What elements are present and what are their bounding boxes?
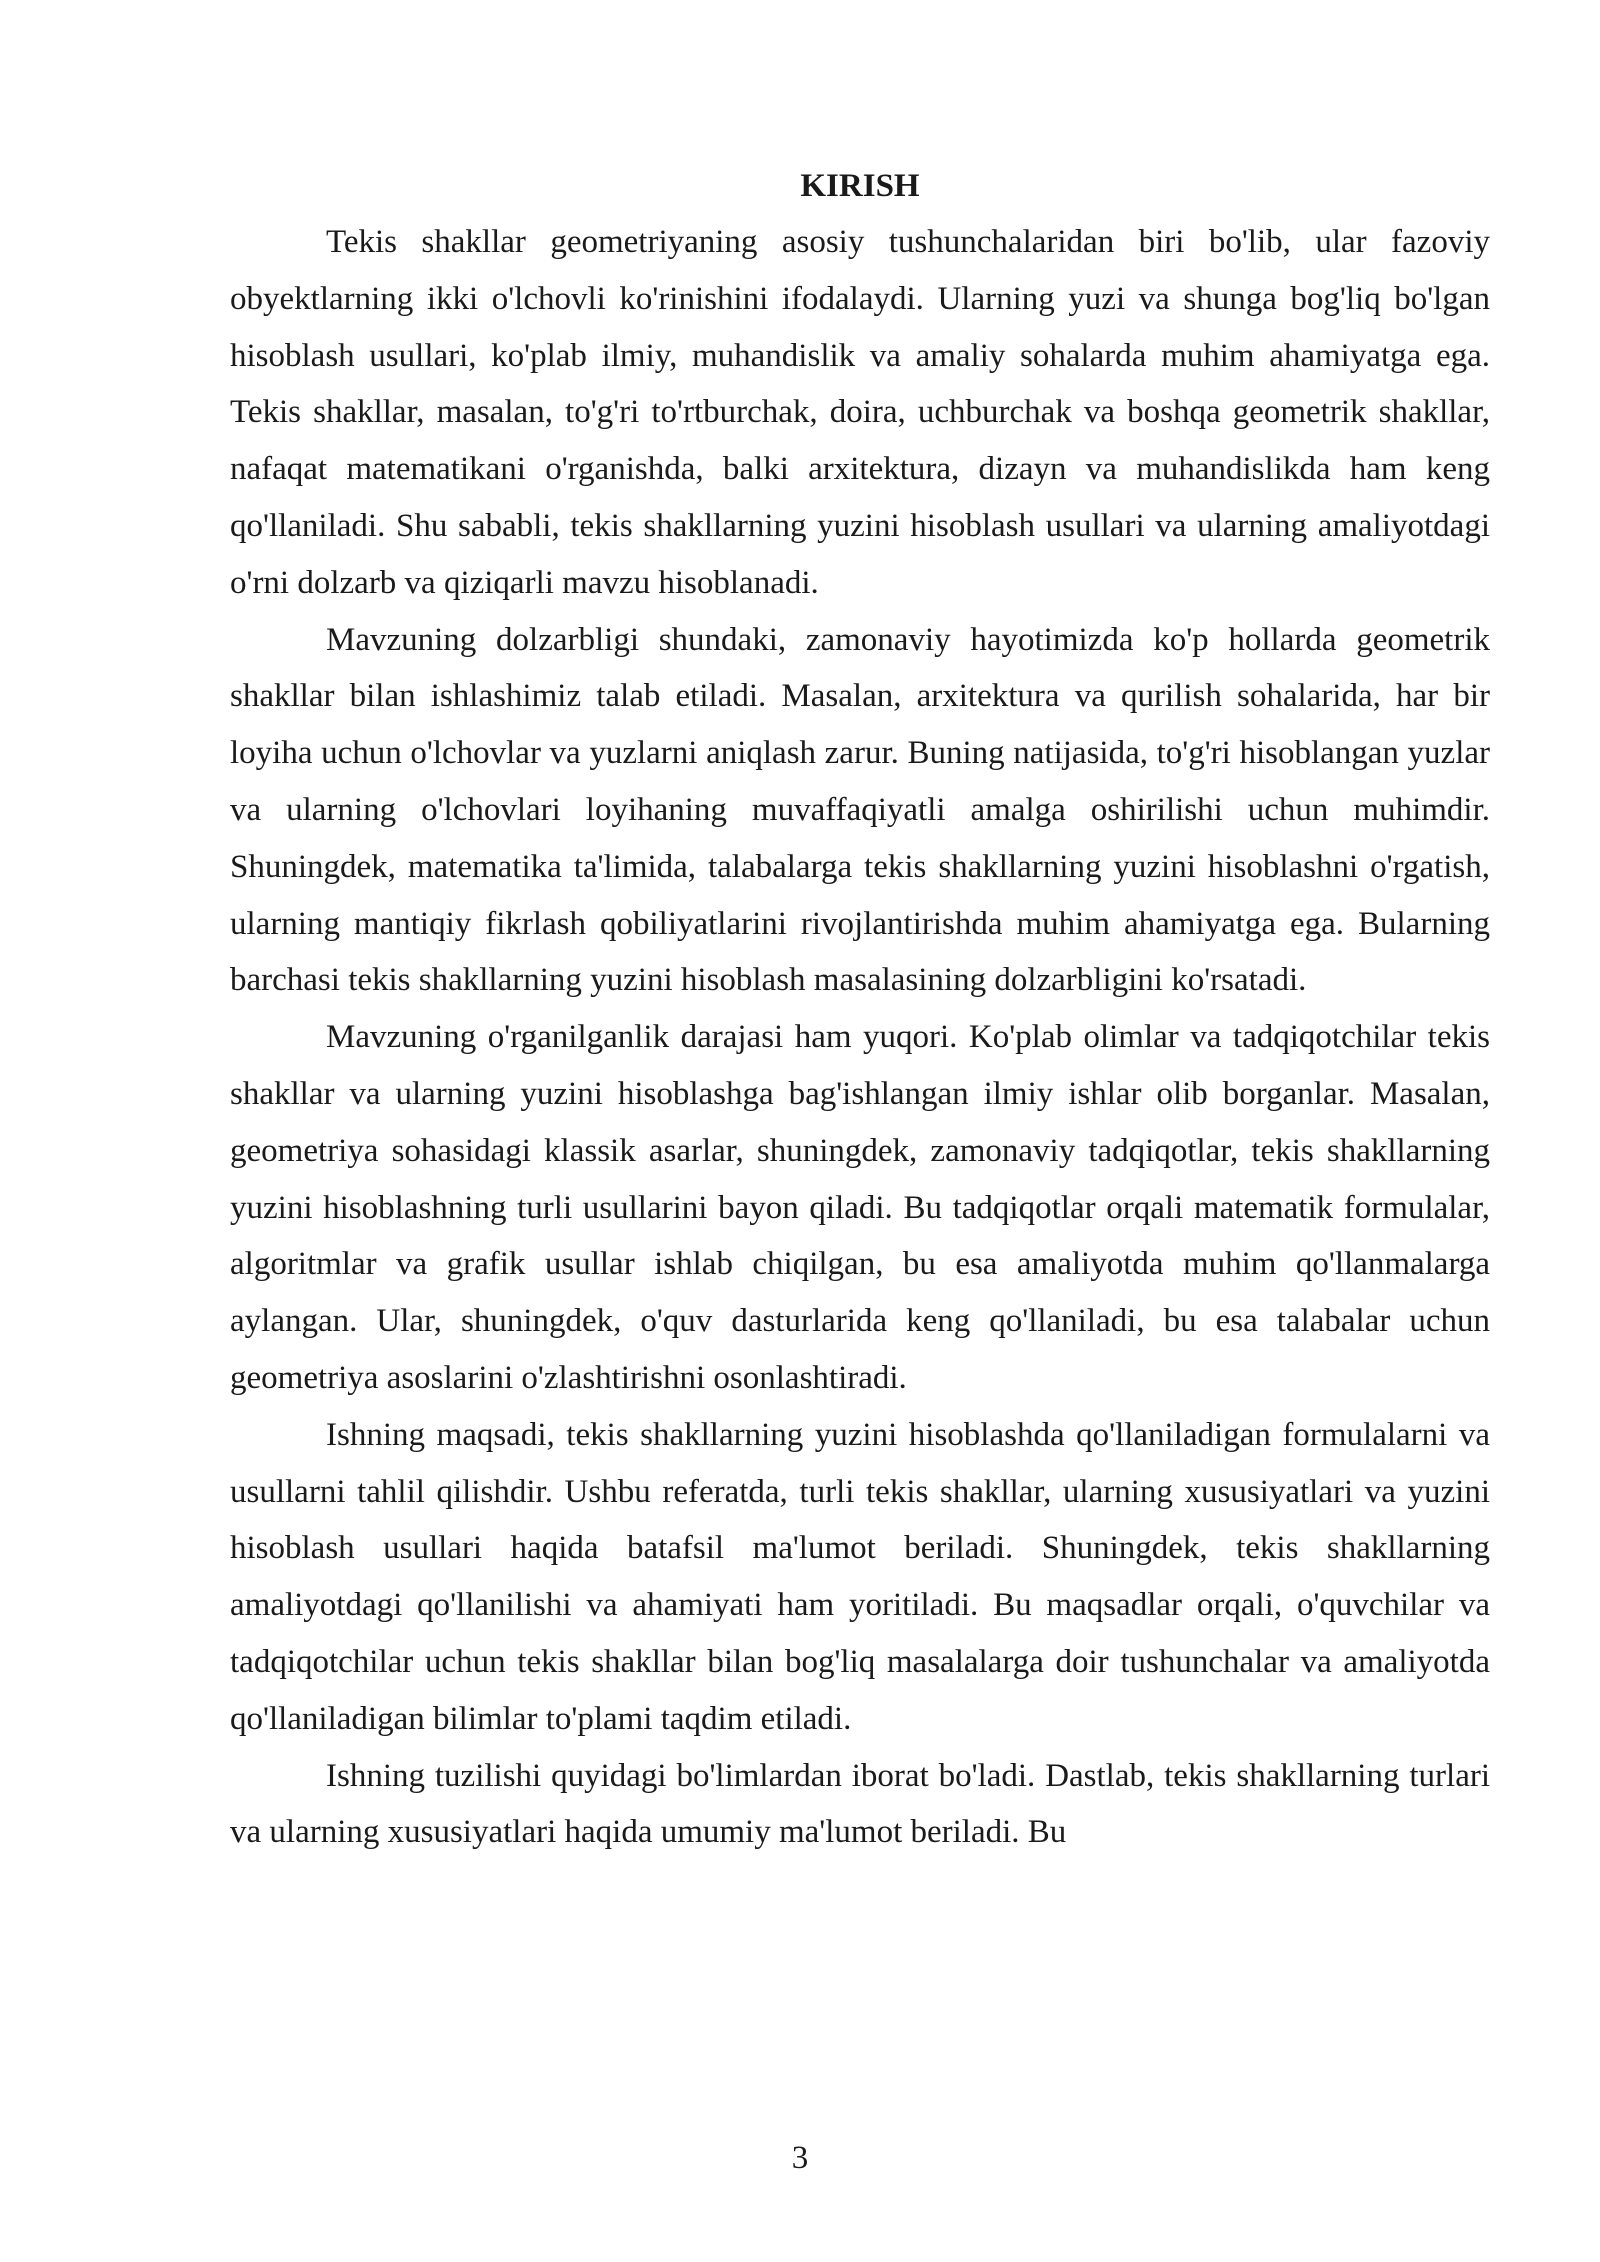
paragraph-structure: Ishning tuzilishi quyidagi bo'limlardan iborat bo'ladi. Dastlab, tekis shakllarning turlari va ularning xususiyatlari haqida umumiy ma'lumot beriladi. Bu (230, 1757, 1490, 1851)
page-content (230, 162, 1490, 1861)
page-heading: KIRISH (800, 168, 920, 204)
paragraph-introduction: Tekis shakllar geometriyaning asosiy tushunchalaridan biri bo'lib, ular fazoviy obyektlarning ikki o'lchovli ko'rinishini ifodalaydi. Ularning yuzi va shunga bog'liq bo'lgan hisoblash usullari, ko'plab ilmiy, muhandislik va amaliy sohalarda muhim ahamiyatga ega. Tekis shakllar, masalan, to'g'ri to'rtburchak, doira, uchburchak va boshqa geometrik shakllar, nafaqat matematikani o'rganishda, balki arxitektura, dizayn va muhandislikda ham keng qo'llaniladi. Shu sababli, tekis shakllarning yuzini hisoblash usullari va ularning amaliyotdagi o'rni dolzarb va qiziqarli mavzu hisoblanadi. (230, 224, 1490, 601)
paragraph-goal: Ishning maqsadi, tekis shakllarning yuzini hisoblashda qo'llaniladigan formulalarni va usullarni tahlil qilishdir. Ushbu referatda, turli tekis shakllar, ularning xususiyatlari va yuzini hisoblash usullari haqida batafsil ma'lumot beriladi. Shuningdek, tekis shakllarning amaliyotdagi qo'llanilishi va ahamiyati ham yoritiladi. Bu maqsadlar orqali, o'quvchilar va tadqiqotchilar uchun tekis shakllar bilan bog'liq masalalarga doir tushunchalar va amaliyotda qo'llaniladigan bilimlar to'plami taqdim etiladi. (230, 1416, 1490, 1737)
paragraph-research-level: Mavzuning o'rganilganlik darajasi ham yuqori. Ko'plab olimlar va tadqiqotchilar tekis shakllar va ularning yuzini hisoblashga bag'ishlangan ilmiy ishlar olib borganlar. Masalan, geometriya sohasidagi klassik asarlar, shuningdek, zamonaviy tadqiqotlar, tekis shakllarning yuzini hisoblashning turli usullarini bayon qiladi. Bu tadqiqotlar orqali matematik formulalar, algoritmlar va grafik usullar ishlab chiqilgan, bu esa amaliyotda muhim qo'llanmalarga aylangan. Ular, shuningdek, o'quv dasturlarida keng qo'llaniladi, bu esa talabalar uchun geometriya asoslarini o'zlashtirishni osonlashtiradi. (230, 1019, 1490, 1396)
paragraph-relevance: Mavzuning dolzarbligi shundaki, zamonaviy hayotimizda ko'p hollarda geometrik shakllar bilan ishlashimiz talab etiladi. Masalan, arxitektura va qurilish sohalarida, har bir loyiha uchun o'lchovlar va yuzlarni aniqlash zarur. Buning natijasida, to'g'ri hisoblangan yuzlar va ularning o'lchovlari loyihaning muvaffaqiyatli amalga oshirilishi uchun muhimdir. Shuningdek, matematika ta'limida, talabalarga tekis shakllarning yuzini hisoblashni o'rgatish, ularning mantiqiy fikrlash qobiliyatlarini rivojlantirishda muhim ahamiyatga ega. Bularning barchasi tekis shakllarning yuzini hisoblash masalasining dolzarbligini ko'rsatadi. (230, 621, 1490, 999)
page-number: 3 (791, 2140, 809, 2176)
